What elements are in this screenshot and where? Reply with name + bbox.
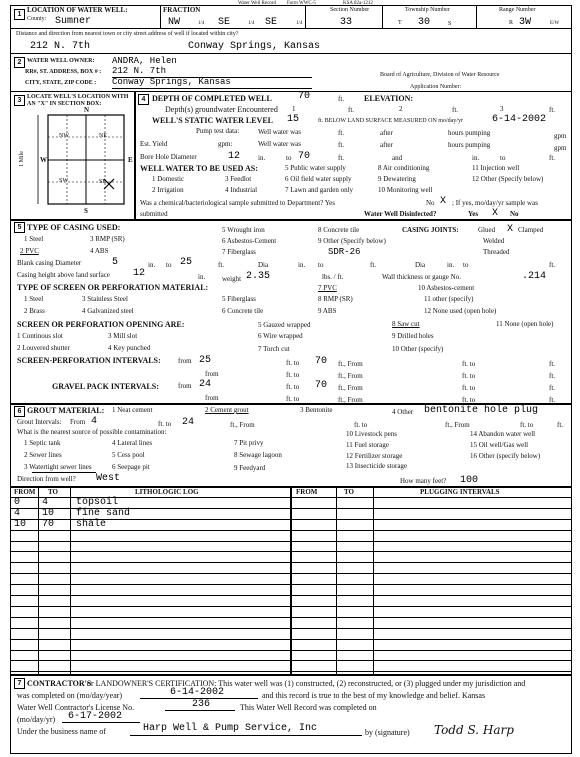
gravel-ftfrom: ft., From <box>338 384 363 392</box>
log-column-rule <box>70 487 71 674</box>
section-number-4: 4 <box>138 94 149 105</box>
use-8: 8 Air conditioning <box>378 164 430 172</box>
grout-4: 4 Other <box>392 408 414 416</box>
yield-label: Est. Yield <box>140 140 168 148</box>
cert-line-3: Water Well Contractor's License No. <box>17 703 135 712</box>
south-label: S <box>84 207 88 215</box>
grout-1: 1 Neat cement <box>112 406 153 414</box>
opening-2: 2 Louvered shutter <box>17 344 70 352</box>
owner-value: ANDRA, Helen <box>112 56 177 66</box>
bore-to: to <box>286 154 292 162</box>
contam-5: 5 Cess pool <box>112 451 145 459</box>
use-4: 4 Industrial <box>225 186 258 194</box>
blank-ft-2: ft. <box>370 261 377 269</box>
disinfect-no: No <box>510 210 519 218</box>
casing-sdr: SDR-26 <box>328 247 361 257</box>
casing-3: 3 RMP (SR) <box>90 235 125 243</box>
fraction-1: NW <box>168 17 181 28</box>
contam-15: 15 Oil well/Gas well <box>470 441 529 449</box>
static-suffix: ft. BELOW LAND SURFACE MEASURED ON mo/day/yr <box>318 118 463 124</box>
contam-4: 4 Lateral lines <box>112 439 153 447</box>
directions-label: Distance and direction from nearest town or city street address of well if located within city? <box>16 31 239 37</box>
mile-label: 1 Mile <box>18 151 25 167</box>
cert-license: 236 <box>192 699 211 710</box>
range-ew: E/W <box>550 21 560 26</box>
grout-interval-label: Grout Intervals: <box>17 418 62 426</box>
gravel-to-row2: ft. to <box>462 396 476 404</box>
gravel-ft-row2: ft. <box>549 396 556 404</box>
range-label: Range Number <box>499 7 536 13</box>
se-label: SE <box>99 179 107 185</box>
perf-from-value: 25 <box>199 355 212 366</box>
contam-2: 2 Sewer lines <box>24 451 62 459</box>
weight-value: 2.35 <box>246 271 271 282</box>
height-value: 12 <box>133 268 146 279</box>
log-from: 10 <box>14 519 27 530</box>
grout-label: GROUT MATERIAL: <box>27 406 105 415</box>
grout-ftto-3: ft. to <box>520 421 534 429</box>
use-6: 6 Oil field water supply <box>285 175 352 183</box>
gw-ft-2: ft. <box>452 106 459 114</box>
gravel-to-value: 70 <box>315 380 328 391</box>
static-value: 15 <box>287 114 300 125</box>
log-from-header: FROM <box>14 488 36 496</box>
chem-x: X <box>440 196 447 207</box>
form-number: Form WWC-5 <box>287 1 316 6</box>
screen-1: 1 Steel <box>24 295 44 303</box>
joints-clamped: Clamped <box>518 226 544 234</box>
nw-label: NW <box>59 133 69 139</box>
use-1: 1 Domestic <box>152 175 185 183</box>
owner-label: WATER WELL OWNER: <box>27 58 95 64</box>
grout-3: 3 Bentonite <box>300 406 333 414</box>
disinfect-label: Water Well Disinfected? <box>364 210 437 218</box>
log-column-rule <box>38 487 39 674</box>
log-column-rule <box>290 487 292 674</box>
grout-from-value: 4 <box>91 416 98 427</box>
screen-2: 2 Brass <box>24 307 45 315</box>
gravel-ftto: ft. to <box>286 383 300 391</box>
feet-label: How many feet? <box>400 477 447 485</box>
fraction-label: FRACTION <box>163 6 201 14</box>
screen-8: 8 RMP (SR) <box>318 295 353 303</box>
casing-7: 7 Fiberglass <box>222 248 256 256</box>
directions-city: Conway Springs, Kansas <box>188 41 321 52</box>
grout-ft-end: ft. <box>557 421 564 429</box>
screen-6: 6 Concrete tile <box>222 307 264 315</box>
opening-8: 8 Saw cut <box>392 320 420 328</box>
yield-value: Well water was <box>258 140 301 148</box>
chem-no: No <box>426 199 435 207</box>
pump-label: Pump test data: <box>196 127 240 135</box>
fraction-3: SE <box>265 17 278 28</box>
divider <box>10 219 571 221</box>
township-value: 30 <box>418 17 431 28</box>
section-number-7: 7 <box>14 678 25 689</box>
depth-value: 70 <box>298 91 311 102</box>
casing-2: 2 PVC <box>20 247 39 255</box>
screen-9: 9 ABS <box>318 307 337 315</box>
perf-to-row2: ft. to <box>462 372 476 380</box>
gw-1: 1 <box>292 105 296 113</box>
opening-1: 1 Continous slot <box>17 332 63 340</box>
cert-line-2b: and this record is true to the best of my knowledge and belief. Kansas <box>262 691 486 700</box>
screen-5: 5 Fiberglass <box>222 295 256 303</box>
weight-unit: lbs. / ft. <box>322 273 344 281</box>
cert-line-4: (mo/day/yr) <box>17 715 56 724</box>
contam-11: 11 Fuel storage <box>346 441 389 449</box>
bore-to-value: 70 <box>298 151 311 162</box>
gravel-label: GRAVEL PACK INTERVALS: <box>52 382 159 391</box>
blank-label: Blank casing Diameter <box>17 259 82 267</box>
township-s: S <box>448 21 452 27</box>
grout-2: 2 Cement grout <box>205 406 249 414</box>
contam-13: 13 Insecticide storage <box>346 462 408 470</box>
county-label: County: <box>27 16 47 22</box>
cert-line-2: was completed on (mo/day/year) <box>17 691 123 700</box>
joints-label: CASING JOINTS: <box>402 226 459 234</box>
bore-in: in. <box>258 154 266 162</box>
pump-gpm: gpm <box>554 132 567 140</box>
pump-after: after <box>380 129 393 137</box>
blank-to-value: 25 <box>180 257 193 268</box>
ksa-number: KSA 82a-1212 <box>343 1 373 6</box>
contam-14: 14 Abandon water well <box>470 430 536 438</box>
blank-dia: Dia <box>258 261 269 269</box>
grout-other-value: bentonite hole plug <box>424 405 539 416</box>
blank-in: in. <box>148 261 156 269</box>
gravel-from: from <box>178 382 192 390</box>
perf-ft-row2: ft. <box>549 372 556 380</box>
bore-label: Bore Hole Diameter <box>140 153 197 161</box>
gw-2: 2 <box>399 105 403 113</box>
screen-label: TYPE OF SCREEN OR PERFORATION MATERIAL: <box>17 283 209 292</box>
openings-label: SCREEN OR PERFORATION OPENING ARE: <box>17 320 185 329</box>
application-label: Application Number: <box>410 84 462 90</box>
depth-ft: ft. <box>338 95 345 103</box>
perf-ftfrom: ft., From <box>338 360 363 368</box>
opening-7: 7 Torch cut <box>258 345 290 353</box>
cert-date-1: 6-14-2002 <box>170 687 225 698</box>
log-to: 4 <box>42 497 49 508</box>
use-9: 9 Dewatering <box>378 175 416 183</box>
section-number-5: 5 <box>14 222 25 233</box>
cert-line-3b: This Water Well Record was completed on <box>240 703 377 712</box>
log-desc: topsoil <box>76 497 119 508</box>
log-to: 10 <box>42 508 55 519</box>
quarter-1: 1/4 <box>198 21 205 26</box>
township-t: T <box>398 20 402 26</box>
opening-3: 3 Mill slot <box>108 332 138 340</box>
opening-6: 6 Wire wrapped <box>258 332 303 340</box>
static-date: 6-14-2002 <box>492 114 547 125</box>
gw-ft-3: ft. <box>549 106 556 114</box>
feet-value: 100 <box>460 475 479 486</box>
grout-ftfrom-2: ft., From <box>445 421 470 429</box>
gravel-to-2: ft. to <box>462 384 476 392</box>
blank-to: to <box>166 261 172 269</box>
gravel-from-value: 24 <box>199 379 212 390</box>
use-2: 2 Irrigation <box>152 186 184 194</box>
yield-hours: hours pumping <box>448 141 491 149</box>
blank-in-3: in. <box>447 261 455 269</box>
grout-ftto-2: ft. to <box>354 421 368 429</box>
quarter-2: 1/4 <box>248 21 255 26</box>
bore-ft-2: ft. <box>549 154 556 162</box>
opening-4: 4 Key punched <box>108 344 151 352</box>
locate-label-1: LOCATE WELL'S LOCATION WITH <box>27 94 129 100</box>
joints-welded: Welded <box>483 237 505 245</box>
submitted-label: submitted <box>140 210 168 218</box>
joints-glued: Glued <box>478 226 496 234</box>
casing-8: 8 Concrete tile <box>318 226 360 234</box>
section-number-label: Section Number <box>330 7 370 13</box>
form-title: Water Well Record <box>238 1 276 6</box>
opening-11: 11 None (open hole) <box>496 320 554 328</box>
log-desc: fine sand <box>76 508 131 519</box>
use-3: 3 Feedlot <box>225 175 252 183</box>
depth-label: DEPTH OF COMPLETED WELL <box>152 94 272 103</box>
log-from: 4 <box>14 508 21 519</box>
log-lith-header: LITHOLOGIC LOG <box>135 488 199 496</box>
blank-dia-2: Dia <box>415 261 426 269</box>
opening-9: 9 Drilled holes <box>392 332 434 340</box>
contam-3: 3 Watertight sewer lines <box>24 463 92 471</box>
grout-from: From <box>70 418 86 426</box>
contam-6: 6 Seepage pit <box>112 463 150 471</box>
sw-label: SW <box>59 178 68 184</box>
perf-ftto: ft. to <box>286 359 300 367</box>
contam-16: 16 Other (specify below) <box>470 452 541 460</box>
gravel-ftfrom-row2: ft., From <box>338 396 363 404</box>
locate-label-2: AN "X" IN SECTION BOX: <box>27 101 102 107</box>
gravel-from-row2: from <box>205 394 219 402</box>
bore-value: 12 <box>228 151 241 162</box>
range-r: R <box>509 20 514 26</box>
yield-gpm: gpm: <box>218 140 233 148</box>
perf-to-2: ft. to <box>462 360 476 368</box>
cert-by: by (signature) <box>365 728 410 737</box>
screen-10: 10 Asbestos-cement <box>418 284 475 292</box>
gravel-ft-2: ft. <box>549 384 556 392</box>
use-10: 10 Monitoring well <box>378 186 433 194</box>
use-12: 12 Other (Specify below) <box>472 175 544 183</box>
joints-threaded: Threaded <box>483 248 510 256</box>
range-value: 3W <box>519 17 532 28</box>
grout-ftfrom: ft., From <box>230 421 255 429</box>
wall-label: Wall thickness or gauge No. <box>382 273 461 281</box>
screen-12: 12 None used (open hole) <box>424 307 497 315</box>
blank-ft-3: ft. <box>549 261 556 269</box>
blank-value: 5 <box>112 257 119 268</box>
bore-and: and <box>392 154 403 162</box>
weight-label: weight <box>222 275 242 283</box>
blank-in-2: in. <box>298 261 306 269</box>
contam-1: 1 Septic tank <box>24 439 61 447</box>
cert-business: Harp Well & Pump Service, Inc <box>143 723 318 734</box>
use-7: 7 Lawn and garden only <box>285 186 354 194</box>
section-number-1: 1 <box>14 9 25 20</box>
gw-ft-1: ft. <box>348 106 355 114</box>
city-value: Conway Springs, Kansas <box>112 77 231 87</box>
location-label: LOCATION OF WATER WELL: <box>27 6 128 14</box>
underline <box>165 710 235 711</box>
disinfect-yes: Yes <box>468 210 479 218</box>
log-from: 0 <box>14 497 21 508</box>
perf-from: from <box>178 357 192 365</box>
blank-to-3: to <box>463 261 469 269</box>
casing-9: 9 Other (Specify below) <box>318 237 386 245</box>
perf-ft-2: ft. <box>549 360 556 368</box>
casing-6: 6 Asbestos-Cement <box>222 237 277 245</box>
address-label: RR#, ST. ADDRESS, BOX # : <box>25 69 102 75</box>
static-label: WELL'S STATIC WATER LEVEL <box>152 116 274 125</box>
board-label: Board of Agriculture, Division of Water Resource <box>380 72 500 78</box>
grout-ftto: ft. to <box>158 420 172 428</box>
underline <box>130 735 362 736</box>
contam-10: 10 Livestock pens <box>346 430 397 438</box>
wall-value: .214 <box>522 271 547 282</box>
pump-hours: hours pumping <box>448 129 491 137</box>
cert-date-2: 6-17-2002 <box>68 711 123 722</box>
casing-4: 4 ABS <box>90 247 109 255</box>
contam-9: 9 Feedyard <box>234 464 266 472</box>
yield-after: after <box>380 141 393 149</box>
gw-3: 3 <box>500 105 504 113</box>
log-to: 70 <box>42 519 55 530</box>
yield-ft: ft. <box>338 141 345 149</box>
fraction-2: SE <box>218 17 231 28</box>
contam-8: 8 Sewage lagoon <box>234 451 282 459</box>
direction-value: West <box>96 473 121 484</box>
quarter-3: 1/4 <box>296 21 303 26</box>
disinfect-x: X <box>492 208 499 219</box>
use-11: 11 Injection well <box>472 164 520 172</box>
township-label: Township Number <box>405 7 450 13</box>
casing-label: TYPE OF CASING USED: <box>27 223 121 232</box>
divider <box>10 674 571 676</box>
section-number-2: 2 <box>14 57 25 68</box>
section-value: 33 <box>340 17 353 28</box>
perf-interval-label: SCREEN-PERFORATION INTERVALS: <box>17 356 161 365</box>
city-label: CITY, STATE, ZIP CODE : <box>25 80 97 86</box>
elevation-label: ELEVATION: <box>364 94 414 103</box>
grout-to-value: 24 <box>182 417 195 428</box>
opening-5: 5 Gauzed wrapped <box>258 321 311 329</box>
opening-10: 10 Other (specify) <box>392 345 444 353</box>
direction-label: Direction from well? <box>17 475 76 483</box>
chem-label: Was a chemical/bacteriological sample submitted to Department? Yes <box>140 199 335 207</box>
gravel-ftto-row2: ft. to <box>286 395 300 403</box>
use-5: 5 Public water supply <box>285 164 346 172</box>
north-label: N <box>84 106 90 114</box>
perf-ftto-row2: ft. to <box>286 371 300 379</box>
pump-value: Well water was <box>258 128 301 136</box>
cert-contractor: CONTRACTOR'S <box>27 679 92 688</box>
signature: Todd S. Harp <box>434 723 514 737</box>
bore-to-2: to <box>500 154 506 162</box>
screen-3: 3 Stainless Steel <box>82 295 128 303</box>
log-column-rule <box>373 487 374 674</box>
east-label: E <box>128 156 133 164</box>
address-value: 212 N. 7th <box>112 66 167 76</box>
ne-label: NE <box>99 133 107 139</box>
groundwater-label: Depth(s) groundwater Encountered <box>165 105 278 114</box>
section-number-6: 6 <box>14 406 25 417</box>
plug-from-header: FROM <box>296 488 318 496</box>
plug-to-header: TO <box>344 488 354 496</box>
screen-11: 11 other (specify) <box>424 295 474 303</box>
perf-ftfrom-row2: ft., From <box>338 372 363 380</box>
casing-1: 1 Steel <box>24 235 44 243</box>
perf-to-value: 70 <box>315 356 328 367</box>
west-label: W <box>40 156 47 164</box>
blank-ft: ft. <box>218 261 225 269</box>
blank-to-2: to <box>318 261 324 269</box>
screen-7: 7 PVC <box>318 284 337 292</box>
directions-address: 212 N. 7th <box>30 41 91 52</box>
log-desc: shale <box>76 519 107 530</box>
casing-5: 5 Wrought iron <box>222 226 265 234</box>
cert-line-1: or LANDOWNER'S CERTIFICATION: This water well was (1) constructed, (2) reconstructed, or (3) plugged under my jurisdiction and <box>87 679 526 688</box>
joints-x: X <box>507 224 514 235</box>
section-number-3: 3 <box>14 95 25 106</box>
underline <box>62 722 140 723</box>
height-in: in. <box>198 273 206 281</box>
county-value: Sumner <box>55 16 92 27</box>
use-label: WELL WATER TO BE USED AS: <box>140 164 258 173</box>
bore-in-2: in. <box>472 154 480 162</box>
height-label: Casing height above land surface <box>17 271 110 279</box>
screen-4: 4 Galvanized steel <box>82 307 134 315</box>
contamination-label: What is the nearest source of possible contamination: <box>17 428 167 436</box>
yield-gpm-end: gpm <box>554 144 567 152</box>
chem-tail: ; If yes, mo/day/yr sample was <box>452 199 538 207</box>
contam-7: 7 Pit privy <box>234 439 264 447</box>
perf-from-row2: from <box>205 370 219 378</box>
log-column-rule <box>336 487 337 674</box>
cert-line-5: Under the business name of <box>17 727 106 736</box>
log-to-header: TO <box>48 488 58 496</box>
pump-ft: ft. <box>338 129 345 137</box>
plug-header: PLUGGING INTERVALS <box>420 488 500 496</box>
underline <box>32 472 96 473</box>
bore-ft: ft. <box>338 154 345 162</box>
contam-12: 12 Fertilizer storage <box>346 452 403 460</box>
